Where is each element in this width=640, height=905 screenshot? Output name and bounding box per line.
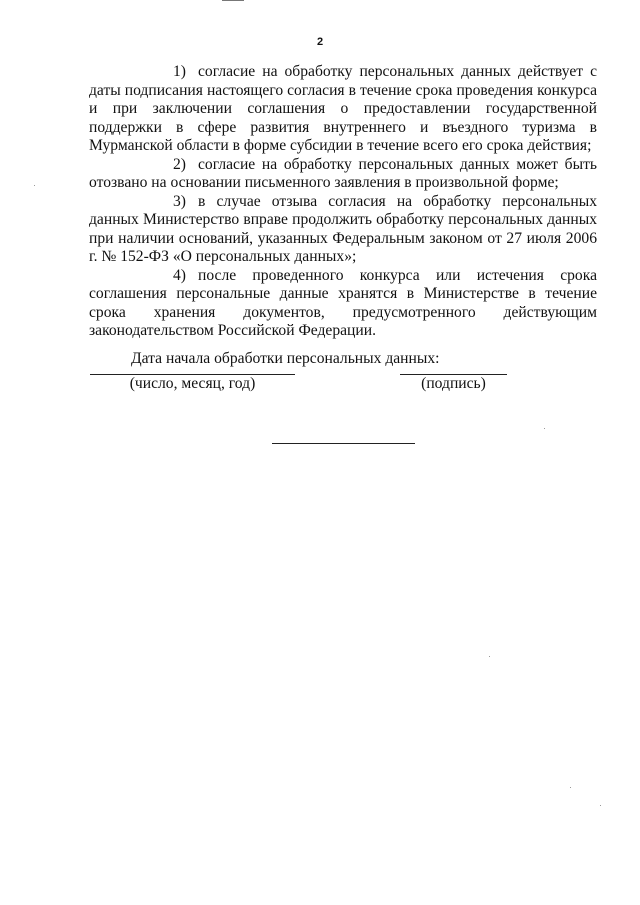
item-text: согласие на обработку персональных данных может быть отозвано на основании письменного заявления в произвольной форме; bbox=[89, 155, 597, 191]
signature-area bbox=[0, 374, 640, 404]
document-body bbox=[89, 63, 597, 368]
scan-speck bbox=[489, 656, 490, 657]
date-caption: (число, месяц, год) bbox=[129, 375, 256, 392]
paragraph-item-4 bbox=[89, 267, 597, 341]
item-number: 4) bbox=[173, 266, 186, 284]
page-number: 2 bbox=[316, 36, 324, 48]
scan-speck bbox=[544, 428, 545, 429]
paragraph-item-2 bbox=[89, 156, 597, 193]
item-text: в случае отзыва согласия на обработку персональных данных Министерство вправе продолжить обработку персональных данных при наличии оснований, указанных Федеральным законом от 27 июля 2006 г. № 152-ФЗ «О персональных данных»; bbox=[89, 192, 597, 265]
item-number: 3) bbox=[173, 192, 186, 210]
scan-speck bbox=[600, 805, 601, 806]
paragraph-item-3 bbox=[89, 193, 597, 267]
date-start-label: Дата начала обработки персональных данных: bbox=[131, 349, 440, 367]
item-text: после проведенного конкурса или истечения срока соглашения персональные данные хранятся в Министерстве в течение срока хранения документов, предусмотренного действующим законодательством Российской Федерации. bbox=[89, 266, 597, 339]
item-number: 2) bbox=[173, 155, 186, 173]
scan-speck bbox=[570, 787, 571, 788]
item-number: 1) bbox=[173, 63, 186, 80]
top-edge-mark bbox=[222, 0, 244, 1]
end-separator-line bbox=[272, 443, 415, 444]
signature-caption: (подпись) bbox=[421, 375, 486, 392]
paragraph-item-1 bbox=[89, 63, 597, 156]
scan-speck bbox=[34, 185, 35, 186]
item-text: согласие на обработку персональных данных действует с даты подписания настоящего согласия в течение срока проведения конкурса и при заключении соглашения о предоставлении государственной поддержки в сфере развития внутреннего и въездного туризма в Мурманской области в форме субсидии в течение всего его срока действия; bbox=[89, 63, 597, 154]
